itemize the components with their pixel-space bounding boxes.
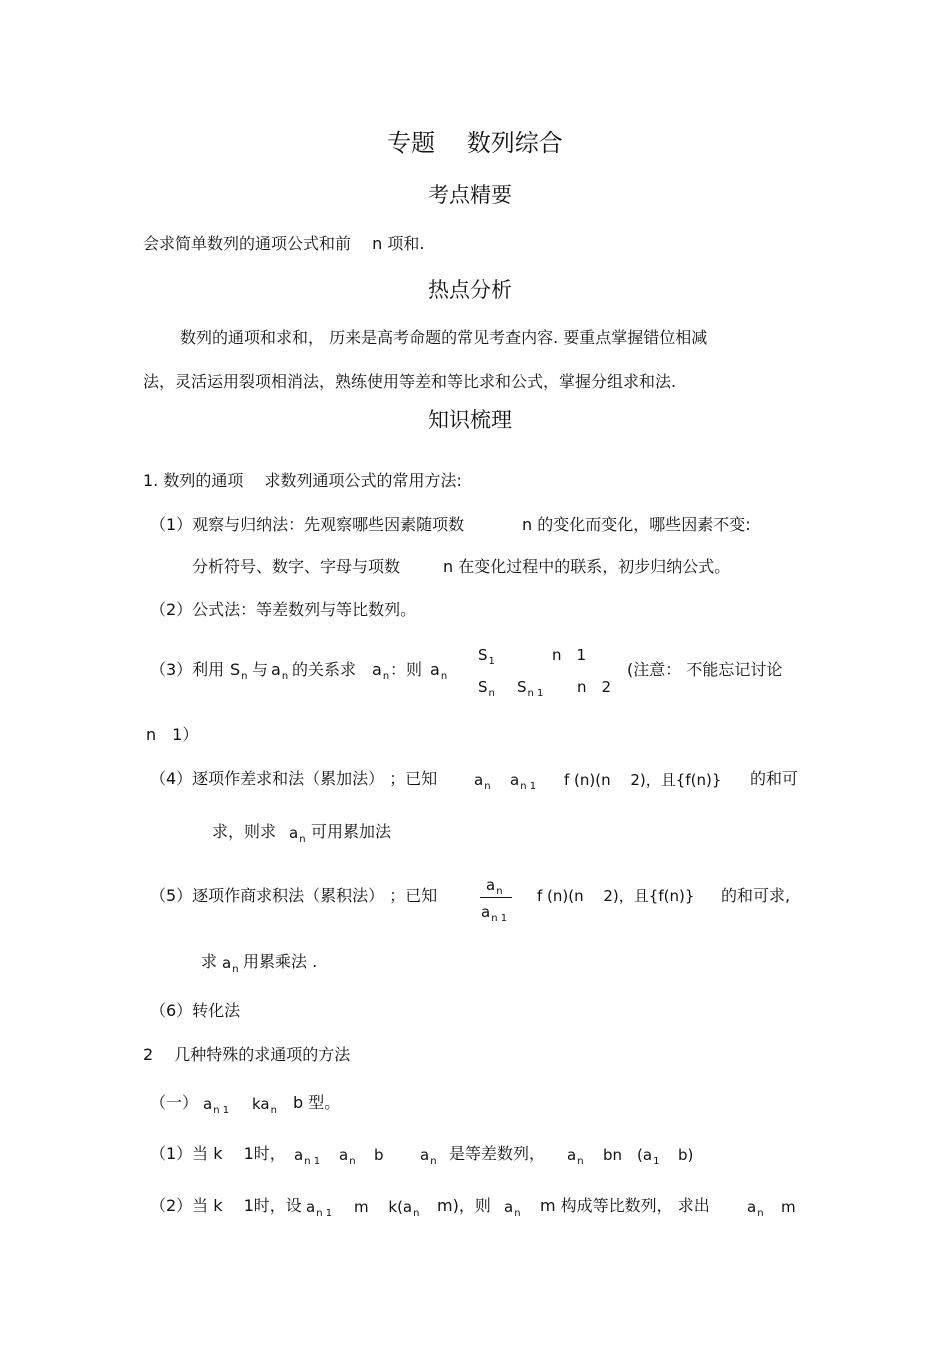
method2: （2）公式法：等差数列与等比数列。 [150, 600, 417, 619]
case-k1-mid: 是等差数列， [449, 1144, 546, 1163]
method4-an: $a_n$ [474, 771, 491, 792]
method3-colon: ：则 [390, 660, 423, 679]
method4-an2: $a_n$ [289, 824, 306, 845]
method3-formula-an2: $a_n$ [372, 660, 390, 682]
item1-heading: 1. 数列的通项 求数列通项公式的常用方法: [143, 471, 462, 490]
method1-line2a: 分析符号、数字、字母与项数 [192, 557, 401, 576]
method1-line1b: n 的变化而变化，哪些因素不变: [522, 515, 751, 534]
section-heading-redian: 热点分析 [428, 278, 512, 302]
case-k2-an: $a_n$ [504, 1198, 521, 1219]
type1-b: b 型。 [293, 1093, 341, 1112]
case-k2-m: m $k(a_n$ [354, 1198, 420, 1219]
method4-an1: $a_{n 1}$ [510, 771, 537, 792]
method4-prefix: （4）逐项作差求和法（累加法） ；已知 [150, 769, 438, 788]
method5-f: f (n)(n 2)，且{f(n)} [537, 887, 695, 905]
method3-tail: n 1） [146, 725, 199, 744]
case-k1-b: b [374, 1146, 384, 1164]
type1-prefix: （一） [150, 1093, 199, 1112]
method3-piecewise-sn1: $S_{n 1}$ [517, 678, 544, 699]
method3-prefix: （3）利用 [150, 660, 225, 679]
method3-rel: 的关系求 [292, 660, 357, 679]
case-k1-prefix: （1）当 k 1时， [150, 1144, 286, 1163]
method3-yu: 与 [252, 660, 269, 679]
method3-formula-sn: $S_n$ [230, 660, 248, 682]
redian-paragraph-line2: 法，灵活运用裂项相消法，熟练使用等差和等比求和公式，掌握分组求和法. [143, 372, 677, 391]
method5-end: 的和可求, [721, 886, 791, 905]
method5-line2a: 求 [201, 952, 218, 971]
case-k2-an2: $a_n$ [747, 1198, 764, 1219]
method3-formula-an: $a_n$ [271, 660, 289, 682]
method3-case2: n 2 [577, 678, 612, 696]
method3-piecewise-s1: $S_1$ [478, 646, 495, 667]
case-k2-m4: m [781, 1198, 796, 1216]
case-k1-bn: bn ($a_1$ [603, 1146, 660, 1167]
page-title: 专题 数列综合 [387, 129, 563, 157]
method4-line2b: 可用累加法 [311, 822, 392, 841]
kaodian-text: 会求简单数列的通项公式和前 n 项和. [143, 234, 425, 253]
method5-line2b: 用累乘法 . [243, 952, 318, 971]
method3-piecewise-sn: $S_n$ [478, 678, 495, 699]
method1-line2b: n 在变化过程中的联系，初步归纳公式。 [443, 557, 731, 576]
case-k2-prefix: （2）当 k 1时，设 [150, 1196, 302, 1215]
method6: （6）转化法 [150, 1001, 241, 1020]
fraction-bar [480, 897, 512, 898]
method5-an: $a_n$ [222, 954, 239, 975]
method4-f: f (n)(n 2)，且{f(n)} [564, 771, 722, 789]
case-k1-close: b) [678, 1146, 694, 1164]
method3-note: (注意： 不能忘记讨论 [627, 660, 783, 679]
item2-heading: 2 几种特殊的求通项的方法 [143, 1045, 351, 1064]
method4-end: 的和可 [750, 769, 799, 788]
method1-line1a: （1）观察与归纳法：先观察哪些因素随项数 [150, 515, 465, 534]
case-k1-an2: $a_n$ [420, 1146, 437, 1167]
case-k2-m3: m 构成等比数列， 求出 [540, 1196, 710, 1215]
case-k2-m2: m)，则 [437, 1196, 491, 1215]
case-k1-an1: $a_{n 1}$ [294, 1146, 321, 1167]
section-heading-kaodian: 考点精要 [428, 183, 512, 207]
type1-kan: $ka_n$ [252, 1095, 277, 1116]
method4-line2a: 求，则求 [212, 822, 277, 841]
redian-paragraph-line1: 数列的通项和求和， 历来是高考命题的常见考查内容. 要重点掌握错位相减 [180, 328, 708, 347]
case-k1-an: $a_n$ [339, 1146, 356, 1167]
method5-frac-num: $a_n$ [486, 876, 503, 897]
case-k1-an3: $a_n$ [567, 1146, 584, 1167]
method3-formula-an3: $a_n$ [430, 660, 448, 682]
method5-frac-den: $a_{n 1}$ [481, 903, 508, 924]
type1-an1: $a_{n 1}$ [203, 1095, 230, 1116]
method3-case1: n 1 [552, 646, 587, 664]
method5-prefix: （5）逐项作商求积法（累积法） ；已知 [150, 886, 438, 905]
section-heading-zhishi: 知识梳理 [428, 408, 512, 432]
case-k2-an1: $a_{n 1}$ [306, 1198, 333, 1219]
